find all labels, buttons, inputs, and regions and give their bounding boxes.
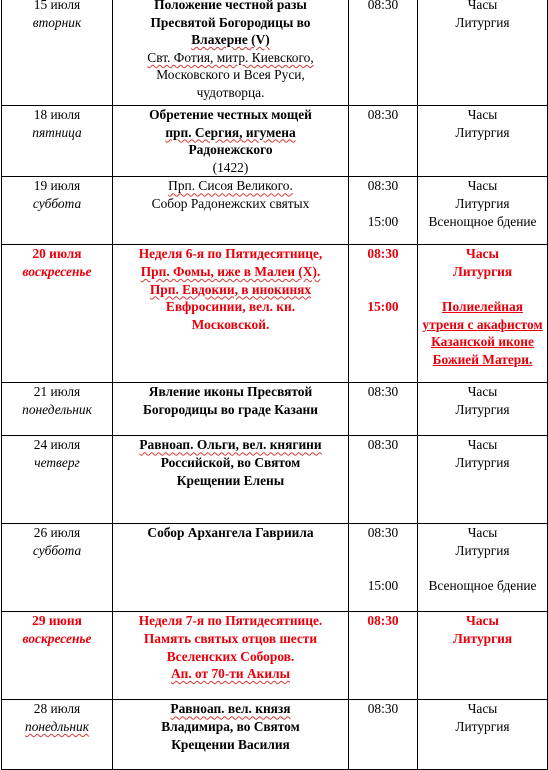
- feast-line: Крещении Елены: [176, 472, 285, 488]
- time-spacer: [351, 542, 415, 560]
- feast-line: [115, 31, 346, 49]
- service-time: 08:30: [367, 246, 399, 262]
- service-name: [420, 333, 545, 351]
- feast-line: Богородицы во граде Казани: [143, 401, 318, 417]
- service-name: Часы: [467, 384, 498, 400]
- service-name: Литургия: [455, 14, 510, 30]
- feast-line: Неделя 7-я по Пятидесятнице.: [138, 613, 323, 629]
- time-cell: [349, 436, 418, 524]
- feast-word: Равноап. Ольги, вел. княгини: [139, 437, 322, 453]
- feast-line: Московского и Всея Руси,: [156, 67, 305, 83]
- feast-line: Радонежского: [188, 142, 273, 158]
- table-row: [2, 383, 548, 436]
- date-cell: [2, 106, 113, 177]
- date-label: 28 июля: [33, 701, 81, 717]
- services-cell: [418, 177, 548, 245]
- service-name: Часы: [467, 178, 498, 194]
- services-cell: [418, 700, 548, 770]
- feast-line: [115, 700, 346, 718]
- time-cell: [349, 612, 418, 700]
- feast-word: Прп. Фомы, иже в Малеи (Х).: [140, 263, 321, 279]
- services-cell: [418, 383, 548, 436]
- feast-line: [115, 665, 346, 683]
- weekday-word: понедльник: [25, 718, 89, 734]
- service-name: Часы: [466, 246, 499, 262]
- weekday-label: [4, 718, 110, 736]
- feast-line: Память святых отцов шести: [143, 630, 318, 646]
- feast-line: Вселенских Соборов.: [166, 648, 295, 664]
- time-cell: [349, 700, 418, 770]
- service-name: Литургия: [455, 542, 510, 558]
- services-cell: [418, 524, 548, 612]
- time-cell: [349, 383, 418, 436]
- feast-line: Евфросинии, вел. кн.: [165, 299, 296, 315]
- weekday-label: суббота: [32, 195, 82, 211]
- service-name: Литургия: [455, 401, 510, 417]
- table-row: [2, 106, 548, 177]
- services-cell: [418, 0, 548, 106]
- schedule-table: [1, 0, 548, 770]
- services-cell: [418, 612, 548, 700]
- service-name: [420, 351, 545, 369]
- feast-line: Явление иконы Пресвятой: [148, 384, 313, 400]
- service-name-line: Божией Матери.: [432, 351, 533, 367]
- service-spacer: [420, 281, 545, 299]
- service-time: 15:00: [367, 578, 399, 594]
- weekday-label: четверг: [34, 454, 80, 470]
- services-cell: [418, 106, 548, 177]
- service-name: Часы: [467, 0, 498, 12]
- service-spacer: [420, 560, 545, 578]
- feast-cell: [113, 106, 349, 177]
- time-spacer: [351, 560, 415, 578]
- table-row: [2, 700, 548, 770]
- feast-line: Владимира, во Святом: [161, 718, 300, 734]
- feast-line: [115, 177, 346, 195]
- service-name-line: утреня с акафистом: [422, 316, 543, 332]
- feast-word: Ап. от 70-ти Акилы: [170, 666, 291, 682]
- feast-cell: [113, 700, 349, 770]
- feast-word: Влахерне (V): [191, 32, 270, 48]
- feast-word: прп. Сергия, игумена: [165, 124, 296, 140]
- time-cell: [349, 106, 418, 177]
- service-name-line: Казанской иконе: [431, 334, 534, 350]
- weekday-label: вторник: [32, 14, 82, 30]
- date-cell: [2, 700, 113, 770]
- feast-line: [115, 124, 346, 142]
- feast-word: Свт. Фотия, митр. Киевского,: [147, 49, 314, 65]
- feast-cell: [113, 177, 349, 245]
- service-name: Часы: [467, 525, 498, 541]
- date-label: 19 июля: [33, 178, 81, 194]
- feast-line: чудотворца.: [196, 84, 265, 100]
- feast-line: Крещении Василия: [171, 736, 290, 752]
- service-name: Литургия: [455, 124, 510, 140]
- date-cell: [2, 436, 113, 524]
- table-row: [2, 524, 548, 612]
- service-name: Литургия: [455, 195, 510, 211]
- service-name: Всенощное бдение: [428, 578, 537, 594]
- weekday-label: воскресенье: [22, 263, 92, 279]
- time-spacer: [351, 195, 415, 213]
- time-spacer: [351, 281, 415, 299]
- service-time: 08:30: [367, 701, 399, 717]
- service-time: 08:30: [367, 0, 399, 12]
- service-name: [420, 316, 545, 334]
- feast-line: Обретение честных мощей: [149, 107, 312, 122]
- service-name: Литургия: [452, 630, 513, 646]
- table-row: [2, 612, 548, 700]
- date-label: 18 июля: [33, 107, 81, 122]
- service-time: 08:30: [367, 107, 399, 122]
- date-label: 26 июля: [33, 525, 81, 541]
- feast-cell: [113, 612, 349, 700]
- date-label: 21 июля: [33, 384, 81, 400]
- time-cell: [349, 0, 418, 106]
- services-cell: [418, 436, 548, 524]
- service-name-line: Полиелейная: [442, 299, 523, 315]
- date-cell: [2, 524, 113, 612]
- service-time: 15:00: [367, 299, 399, 315]
- service-time: 08:30: [367, 178, 399, 194]
- feast-word: Прп. Сисоя Великого.: [168, 178, 293, 194]
- date-label: 29 июня: [32, 613, 82, 629]
- feast-word: Прп. Евдокии, в инокинях: [149, 281, 312, 297]
- feast-line: Собор Архангела Гавриила: [147, 525, 314, 541]
- weekday-label: воскресенье: [22, 630, 92, 646]
- date-cell: [2, 612, 113, 700]
- time-cell: [349, 177, 418, 245]
- service-name: [420, 298, 545, 316]
- weekday-label: суббота: [32, 542, 82, 558]
- service-time: 08:30: [367, 437, 399, 453]
- feast-line: Положение честной разы: [154, 0, 307, 12]
- service-name: Литургия: [452, 263, 513, 279]
- weekday-label: пятница: [32, 124, 82, 140]
- date-cell: [2, 177, 113, 245]
- date-label: 20 июля: [32, 246, 82, 262]
- service-time: 08:30: [367, 384, 399, 400]
- feast-cell: [113, 0, 349, 106]
- service-name: Часы: [466, 613, 499, 629]
- date-cell: [2, 383, 113, 436]
- time-spacer: [351, 263, 415, 281]
- feast-line: Собор Радонежских святых: [151, 195, 310, 211]
- time-cell: [349, 524, 418, 612]
- feast-cell: [113, 524, 349, 612]
- table-row: [2, 0, 548, 106]
- feast-line: Московской.: [191, 316, 270, 332]
- feast-line: Российской, во Святом: [160, 454, 301, 470]
- services-cell: [418, 245, 548, 383]
- weekday-label: понедельник: [22, 401, 92, 417]
- service-time: 08:30: [367, 613, 399, 629]
- feast-cell: [113, 383, 349, 436]
- service-name: Литургия: [455, 718, 510, 734]
- table-row: [2, 245, 548, 383]
- feast-line: (1422): [212, 159, 249, 175]
- service-name: Часы: [467, 437, 498, 453]
- feast-cell: [113, 245, 349, 383]
- feast-cell: [113, 436, 349, 524]
- feast-line: [115, 436, 346, 454]
- feast-line: [115, 49, 346, 67]
- service-name: Часы: [467, 701, 498, 717]
- feast-line: [115, 263, 346, 281]
- time-cell: [349, 245, 418, 383]
- feast-line: Неделя 6-я по Пятидесятнице,: [138, 246, 323, 262]
- table-row: [2, 436, 548, 524]
- feast-word: Равноап. вел. князя: [170, 701, 291, 717]
- service-time: 15:00: [367, 213, 399, 229]
- feast-line: [115, 281, 346, 299]
- date-cell: [2, 0, 113, 106]
- service-name: Литургия: [455, 454, 510, 470]
- table-row: [2, 177, 548, 245]
- service-name: Всенощное бдение: [428, 213, 537, 229]
- feast-line: Пресвятой Богородицы во: [150, 14, 311, 30]
- service-time: 08:30: [367, 525, 399, 541]
- service-name: Часы: [467, 107, 498, 122]
- date-label: 15 июля: [33, 0, 81, 12]
- date-label: 24 июля: [33, 437, 81, 453]
- date-cell: [2, 245, 113, 383]
